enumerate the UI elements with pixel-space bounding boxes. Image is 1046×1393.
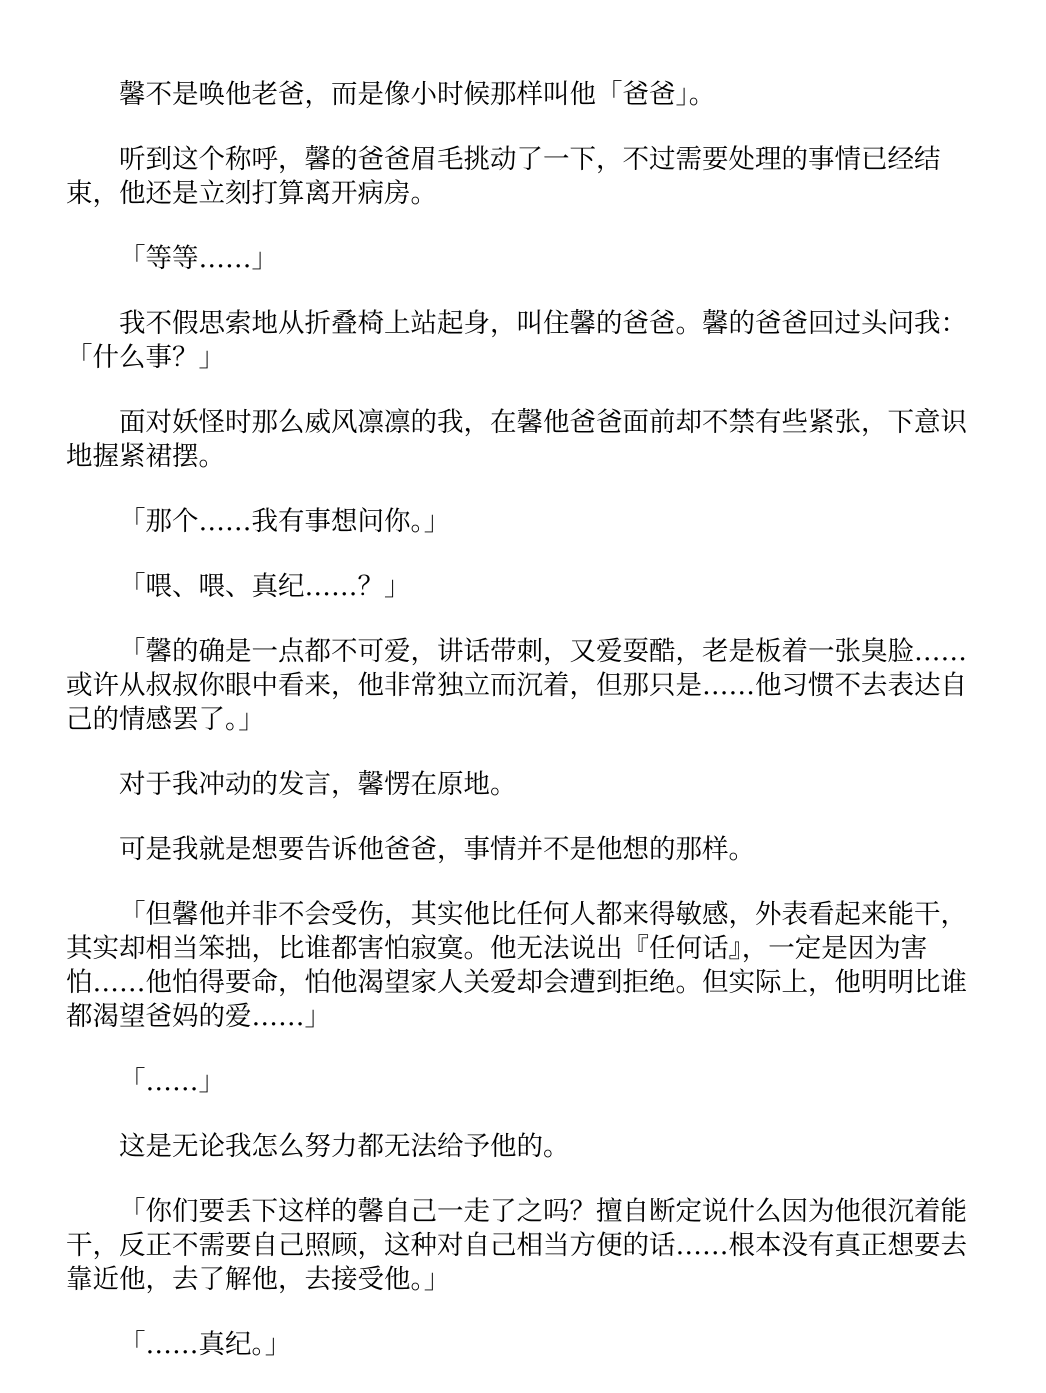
- paragraph-14: 「你们要丢下这样的馨自己一走了之吗？擅自断定说什么因为他很沉着能干，反正不需要自己照顾，这种对自己相当方便的话……根本没有真正想要去靠近他，去了解他，去接受他。」: [66, 1196, 967, 1295]
- document-page: [66, 78, 978, 1393]
- paragraph-3: 「等等……」: [119, 243, 278, 274]
- paragraph-9: 对于我冲动的发言，馨愣在原地。: [119, 769, 517, 800]
- paragraph-4: 我不假思索地从折叠椅上站起身，叫住馨的爸爸。馨的爸爸回过头问我：「什么事？」: [66, 308, 967, 373]
- paragraph-5: 面对妖怪时那么威风凛凛的我，在馨他爸爸面前却不禁有些紧张，下意识地握紧裙摆。: [66, 407, 967, 472]
- paragraph-12: 「……」: [119, 1066, 225, 1097]
- paragraph-6: 「那个……我有事想问你。」: [119, 506, 451, 537]
- paragraph-1: 馨不是唤他老爸，而是像小时候那样叫他「爸爸」。: [119, 79, 716, 110]
- paragraph-13: 这是无论我怎么努力都无法给予他的。: [119, 1131, 570, 1162]
- paragraph-2: 听到这个称呼，馨的爸爸眉毛挑动了一下，不过需要处理的事情已经结束，他还是立刻打算离开病房。: [66, 144, 941, 209]
- paragraph-11: 「但馨他并非不会受伤，其实他比任何人都来得敏感，外表看起来能干，其实却相当笨拙，比谁都害怕寂寞。他无法说出『任何话』，一定是因为害怕……他怕得要命，怕他渴望家人关爱却会遭到拒绝。但实际上，他明明比谁都渴望爸妈的爱……」: [66, 899, 967, 1032]
- paragraph-10: 可是我就是想要告诉他爸爸，事情并不是他想的那样。: [119, 834, 755, 865]
- paragraph-8: 「馨的确是一点都不可爱，讲话带刺，又爱耍酷，老是板着一张臭脸……或许从叔叔你眼中看来，他非常独立而沉着，但那只是……他习惯不去表达自己的情感罢了。」: [66, 636, 967, 735]
- paragraph-15: 「……真纪。」: [119, 1329, 292, 1360]
- paragraph-7: 「喂、喂、真纪……？」: [119, 571, 411, 602]
